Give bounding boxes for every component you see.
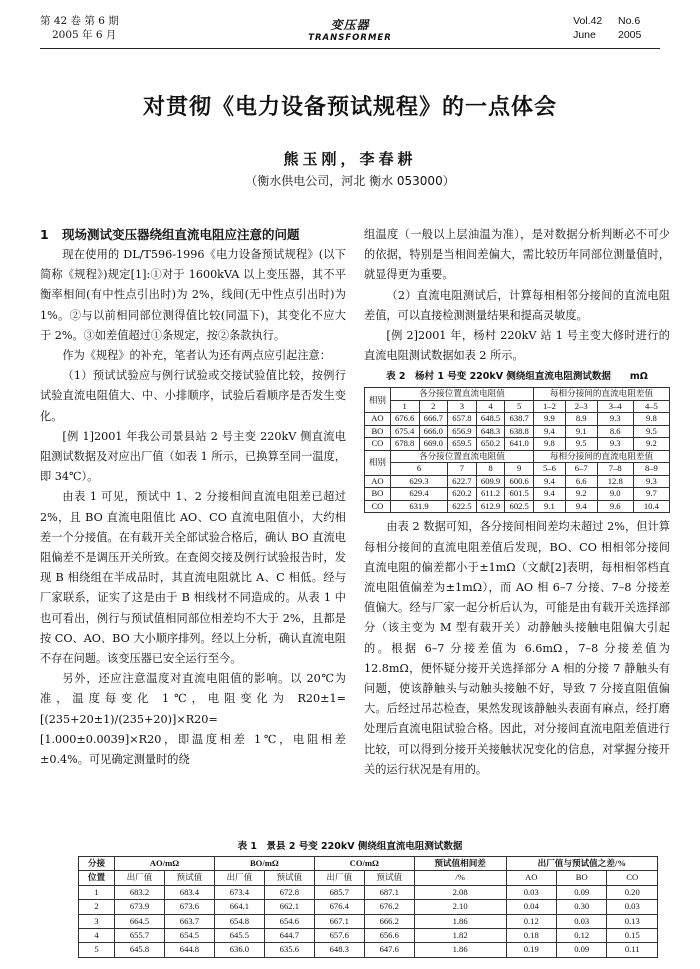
table-cell: /% (414, 871, 506, 885)
table-cell: 出厂值 (214, 871, 264, 885)
journal-logo (40, 16, 660, 43)
table-cell: 预试值 (264, 871, 314, 885)
paragraph: [例 1]2001 年我公司景县站 2 号主变 220kV 侧直流电阻测试数据及对应出厂值（如表 1 所示，已换算至同一温度，即 34℃）。 (40, 429, 346, 484)
table-cell: 683.4 (164, 885, 214, 899)
table-cell: 666.2 (364, 914, 414, 928)
table-row (79, 900, 658, 914)
table-row (79, 943, 658, 957)
table-cell: 6–7 (565, 463, 597, 476)
paragraph: 组温度（一般以上层油温为准），是对数据分析判断必不可少的依据，特别是当相间差偏大，需比较历年同部位测量值时，就显得更为重要。 (364, 228, 670, 282)
table-cell: 预试值相间差 (414, 857, 506, 871)
table-cell: 666.7 (419, 413, 448, 426)
table-cell: CO (607, 871, 658, 885)
table-cell: 9.3 (597, 438, 633, 451)
table-cell: 648.5 (476, 413, 505, 426)
paragraph: 由表 1 可见，预试中 1、2 分接相间直流电阻差已超过 2%，且 BO 直流电阻值比 AO、CO 直流电阻值小，大约相差一个分接值。在有载开关全部试验合格后，确认 BO 直流电阻偏差不是调压开关所致。在查阅交接及例行试验报告时，发现 B 相绕组在半成品时，其直流电阻就比 A、C 相低。经与厂家联系，证实了这是由于 B 相线材不同造成的。从表 1 中也可看出，例行与预试值相同部位相差均不大于 2%，且都是按 CO、AO、BO 大小顺序排列。经以上分析，确认直流电阻不存在问题。该变压器已安全运行至今。 (40, 490, 346, 666)
table-cell: AO/mΩ (115, 857, 215, 871)
table-cell: 683.2 (115, 885, 165, 899)
table-cell: 644.8 (164, 943, 214, 957)
running-header (40, 8, 660, 50)
table-row (79, 929, 658, 943)
table-cell: 9.7 (633, 488, 669, 501)
table-cell: 662.1 (264, 900, 314, 914)
table-cell: 0.09 (556, 885, 606, 899)
table-cell: 9.2 (633, 438, 669, 451)
table-cell: 601.5 (505, 488, 534, 501)
table2 (364, 387, 670, 513)
table-cell: 10.4 (633, 500, 669, 513)
table-cell: 相别 (365, 450, 391, 475)
table-cell: BO/mΩ (214, 857, 314, 871)
table-cell: 638.7 (505, 413, 534, 426)
left-column (40, 225, 346, 770)
table-cell: 655.7 (115, 929, 165, 943)
table-row (365, 475, 670, 488)
table-cell: 9.4 (565, 500, 597, 513)
table-cell: 5 (79, 943, 115, 957)
journal-name-cn: 变压器 (330, 18, 370, 32)
section-number: 1 (40, 227, 49, 242)
table-cell: 分接 (79, 857, 115, 871)
table-cell: 2 (79, 900, 115, 914)
table-cell: 12.8 (597, 475, 633, 488)
table-cell: 9.2 (565, 488, 597, 501)
header-year-en: 2005 (618, 29, 642, 41)
table1-caption: 表 1 景县 2 号变 220kV 侧绕组直流电阻测试数据 (237, 841, 463, 852)
table-cell: 9.4 (534, 488, 566, 501)
table-cell: BO (365, 488, 391, 501)
table-cell: 667.1 (314, 914, 364, 928)
paragraph: 由表 2 数据可知，各分接间相间差均未超过 2%，但计算每相分接间的直流电阻差值后发现，BO、CO 相相邻分接间直流电阻的偏差都小于±1mΩ（文献[2]表明，每相相邻档直流电阻值偏差为±1mΩ），而 AO 相 6–7 分接、7–8 分接差值偏大。经与厂家一起分析后认为，可能是由有载开关选择部分（该主变为 M 型有载开关）动静触头接触电阻偏大引起的。根据 6–7 分接差值为 6.6mΩ，7–8 分接差值为 12.8mΩ，便怀疑分接开关选择部分 A 相的分接 7 静触头有问题，使该静触头与动触头接触不好，导致 7 分接直阻值偏大。后经过吊芯检查，果然发现该静触头表面有麻点，经打磨处理后直流电阻试验合格。因此，对分接间直流电阻差值进行比较，可以得到分接开关接触状况变化的信息，对掌握分接开关的运行状况是有用的。 (364, 520, 670, 776)
table-cell: 8.6 (597, 425, 633, 438)
table-cell: 612.9 (476, 500, 505, 513)
table-cell: 9.1 (534, 500, 566, 513)
table-row (365, 413, 670, 426)
table-cell: 4–5 (633, 400, 669, 413)
section-heading (40, 225, 346, 245)
table-cell: 9.8 (534, 438, 566, 451)
journal-name-en: TRANSFORMER (308, 33, 392, 43)
table-cell: 641.0 (505, 438, 534, 451)
table-cell: 2 (419, 400, 448, 413)
table-cell: 4 (476, 400, 505, 413)
table-cell: 9.0 (597, 488, 633, 501)
table-cell: 3 (448, 400, 477, 413)
table-cell: 9.4 (534, 425, 566, 438)
header-issue-en (573, 14, 660, 42)
table-cell: 1–2 (534, 400, 566, 413)
table-row (365, 400, 670, 413)
table-cell: 648.3 (314, 943, 364, 957)
table-cell: 675.4 (390, 425, 419, 438)
table-cell: 664.1 (214, 900, 264, 914)
table-cell: 650.2 (476, 438, 505, 451)
table-cell: 645.5 (214, 929, 264, 943)
table-cell: 9.5 (565, 438, 597, 451)
table-cell: 0.13 (607, 914, 658, 928)
table-cell: 8.9 (565, 413, 597, 426)
table-cell: 0.20 (607, 885, 658, 899)
table-cell: 2.08 (414, 885, 506, 899)
paragraph: 作为《规程》的补充，笔者认为还有两点应引起注意： (62, 349, 331, 363)
table-row (365, 450, 670, 463)
paragraph: （1）预试试验应与例行试验或交接试验值比较，按例行试验直流电阻值大、中、小排顺序，试验后看顺序是否发生变化。 (40, 369, 346, 423)
table-cell: 645.8 (115, 943, 165, 957)
table-cell: 0.03 (506, 885, 556, 899)
table-cell: 9.3 (633, 475, 669, 488)
table-cell: 预试值 (164, 871, 214, 885)
table-row (79, 885, 658, 899)
table-cell: 3 (79, 914, 115, 928)
table-cell: 7 (448, 463, 477, 476)
table-cell: 各分接位置直流电阻值 (390, 388, 533, 401)
table-cell: 0.12 (506, 914, 556, 928)
table-cell: 0.04 (506, 900, 556, 914)
table-cell: 629.3 (390, 475, 447, 488)
table-cell: 0.11 (607, 943, 658, 957)
table-cell: 685.7 (314, 885, 364, 899)
table-cell: 657.6 (314, 929, 364, 943)
paragraph: 另外，还应注意温度对直流电阻值的影响。以 20℃为准，温度每变化 1℃，电阻变化为 R20±1=[(235+20±1)/(235+20)]×R20=[1.000±0.0039]×R20，即温度相差 1℃，电阻相差±0.4%。可见确定测量时的绕 (40, 672, 346, 767)
table-cell: CO/mΩ (314, 857, 414, 871)
table-cell: 669.0 (419, 438, 448, 451)
table-cell: 预试值 (364, 871, 414, 885)
table-cell: 635.6 (264, 943, 314, 957)
right-column (364, 225, 670, 780)
table-cell: CO (365, 438, 391, 451)
table-cell: 600.6 (505, 475, 534, 488)
table-cell: 647.6 (364, 943, 414, 957)
table-row (365, 438, 670, 451)
table-cell: 687.1 (364, 885, 414, 899)
table-cell: 每相分接间的直流电阻差值 (534, 450, 670, 463)
table-cell: 672.8 (264, 885, 314, 899)
table-cell: 1 (390, 400, 419, 413)
table-cell: 相别 (365, 388, 391, 413)
table-row (79, 871, 658, 885)
table-cell: 659.5 (448, 438, 477, 451)
table-cell: 7–8 (597, 463, 633, 476)
table-cell: 654.8 (214, 914, 264, 928)
table-cell: 5–6 (534, 463, 566, 476)
table-cell: 644.7 (264, 929, 314, 943)
table-cell: 9.8 (633, 413, 669, 426)
table-cell: 673.6 (164, 900, 214, 914)
header-month-en: June (573, 29, 596, 41)
table2-caption: 表 2 杨村 1 号变 220kV 侧绕组直流电阻测试数据 mΩ (386, 371, 648, 383)
table-cell: 出厂值 (115, 871, 165, 885)
table-cell: 9.3 (597, 413, 633, 426)
table-cell: 9.1 (565, 425, 597, 438)
header-volume-cn: 第 42 卷 第 6 期 (40, 15, 119, 27)
table-cell: 654.5 (164, 929, 214, 943)
table-row (365, 463, 670, 476)
table-cell: 620.2 (448, 488, 477, 501)
table-cell: 664.5 (115, 914, 165, 928)
table-cell: 622.5 (448, 500, 477, 513)
table-cell: AO (506, 871, 556, 885)
table-cell: 1.86 (414, 943, 506, 957)
table-cell: 9 (505, 463, 534, 476)
table-cell: 1 (79, 885, 115, 899)
table-cell: AO (365, 475, 391, 488)
table-cell: 678.8 (390, 438, 419, 451)
header-rule (40, 48, 660, 49)
table-cell: 676.2 (364, 900, 414, 914)
table-cell: 676.6 (390, 413, 419, 426)
table-cell: 2.10 (414, 900, 506, 914)
table-cell: 1.82 (414, 929, 506, 943)
table-cell: 1.86 (414, 914, 506, 928)
table-cell: 656.6 (364, 929, 414, 943)
paragraph: （2）直流电阻测试后，计算每相相邻分接间的直流电阻差值，可以直接检测测量结果和提高灵敏度。 (364, 288, 670, 322)
table-cell: CO (365, 500, 391, 513)
table-row (79, 914, 658, 928)
article-title: 对贯彻《电力设备预试规程》的一点体会 (142, 94, 557, 120)
table-row (79, 857, 658, 871)
table-cell: 609.9 (476, 475, 505, 488)
paragraph: 现在使用的 DL/T596-1996《电力设备预试规程》(以下简称《规程》)规定[1]:①对于 1600kVA 以上变压器，其不平衡率相间(有中性点引出时)为 2%，线间(无中性点引出时)为 1%。②与以前相同部位测得值比较(同温下)，其变化不应大于 2%。③如差值超过①条规定，按②条款执行。 (40, 248, 346, 342)
table-cell: 629.4 (390, 488, 447, 501)
table-row (365, 425, 670, 438)
table-cell: 出厂值 (314, 871, 364, 885)
header-number-en: No.6 (618, 15, 641, 27)
paragraph: [例 2]2001 年，杨村 220kV 站 1 号主变大修时进行的直流电阻测试数据如表 2 所示。 (364, 329, 670, 363)
table-cell: 657.8 (448, 413, 477, 426)
table-cell: 0.19 (506, 943, 556, 957)
table-cell: 4 (79, 929, 115, 943)
article-authors: 熊玉刚，李春耕 (283, 150, 417, 168)
table-cell: 3–4 (597, 400, 633, 413)
table-cell: 656.9 (448, 425, 477, 438)
table-cell: 各分接位置直流电阻值 (390, 450, 533, 463)
section-title: 现场测试变压器绕组直流电阻应注意的问题 (62, 227, 300, 242)
table-cell: 9.6 (597, 500, 633, 513)
table-cell: BO (556, 871, 606, 885)
table-row (365, 388, 670, 401)
table-cell: 673.9 (115, 900, 165, 914)
table-cell: 0.15 (607, 929, 658, 943)
header-volume-en: Vol.42 (573, 15, 603, 27)
table-cell: 8–9 (633, 463, 669, 476)
header-date-cn: 2005 年 6 月 (52, 29, 117, 41)
table-cell: 0.12 (556, 929, 606, 943)
table-cell: AO (365, 413, 391, 426)
table-cell: 位置 (79, 871, 115, 885)
table-cell: 每相分接间的直流电阻差值 (534, 388, 670, 401)
table-cell: 6.6 (565, 475, 597, 488)
table-cell: 8 (476, 463, 505, 476)
table-cell: 631.9 (390, 500, 447, 513)
table1 (78, 856, 658, 958)
table-cell: 636.0 (214, 943, 264, 957)
table-cell: 5 (505, 400, 534, 413)
table-cell: 0.09 (556, 943, 606, 957)
table-cell: 0.03 (607, 900, 658, 914)
table-cell: 654.6 (264, 914, 314, 928)
table-cell: BO (365, 425, 391, 438)
table-cell: 663.7 (164, 914, 214, 928)
table-cell: 9.4 (534, 475, 566, 488)
table-row (365, 500, 670, 513)
table-cell: 638.8 (505, 425, 534, 438)
table-cell: 0.03 (556, 914, 606, 928)
table-cell: 602.5 (505, 500, 534, 513)
table-cell: 622.7 (448, 475, 477, 488)
table-cell: 0.30 (556, 900, 606, 914)
table-cell: 9.5 (633, 425, 669, 438)
table-cell: 0.18 (506, 929, 556, 943)
table-cell: 673.4 (214, 885, 264, 899)
table-cell: 648.3 (476, 425, 505, 438)
table-cell: 611.2 (476, 488, 505, 501)
author-affiliation: （衡水供电公司，河北 衡水 053000） (245, 174, 455, 188)
table-cell: 676.4 (314, 900, 364, 914)
table-row (365, 488, 670, 501)
table-cell: 出厂值与预试值之差/% (506, 857, 657, 871)
table-cell: 9.9 (534, 413, 566, 426)
table-cell: 2–3 (565, 400, 597, 413)
table-cell: 666.0 (419, 425, 448, 438)
table-cell: 6 (390, 463, 447, 476)
